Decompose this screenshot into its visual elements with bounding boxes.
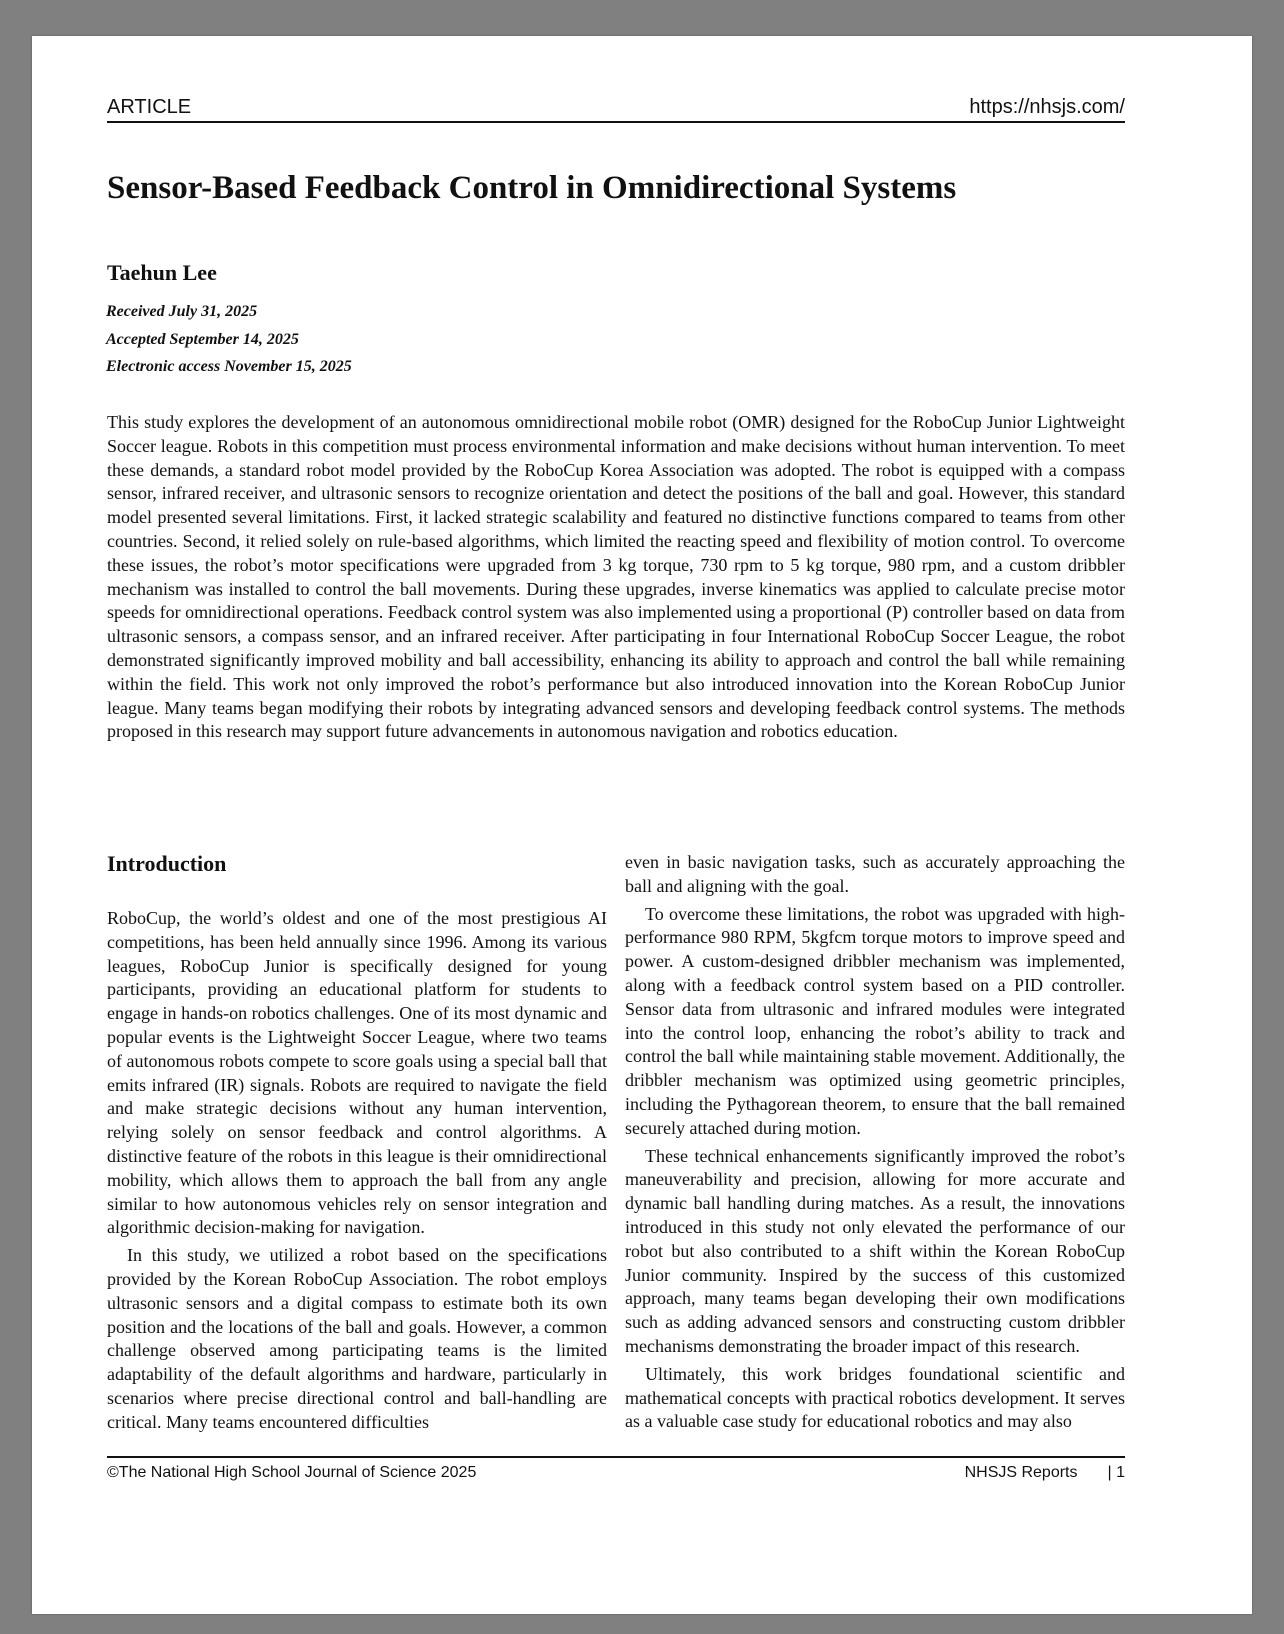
journal-name: NHSJS Reports xyxy=(964,1464,1078,1481)
abstract: This study explores the development of an autonomous omnidirectional mobile robot (OMR) designed for the RoboCup Junior Lightweight Soccer league. Robots in this competition must process environmental information and make decisions without human intervention. To meet these demands, a standard robot model provided by the RoboCup Korea Association was adopted. The robot is equipped with a compass sensor, infrared receiver, and ultrasonic sensors to recognize orientation and detect the positions of the ball and goal. However, this standard model presented several limitations. First, it lacked strategic scalability and featured no distinctive functions compared to teams from other countries. Second, it relied solely on rule-based algorithms, which limited the reacting speed and flexibility of motion control. To overcome these issues, the robot’s motor specifications were upgraded from 3 kg torque, 730 rpm to 5 kg torque, 980 rpm, and a custom dribbler mechanism was installed to control the ball movements. During these upgrades, inverse kinematics was applied to calculate precise motor speeds for omnidirectional operations. Feedback control system was also implemented using a proportional (P) controller based on data from ultrasonic sensors, a compass sensor, and an infrared receiver. After participating in four International RoboCup Soccer League, the robot demonstrated significantly improved mobility and ball accessibility, enhancing its ability to approach and control the ball while remaining within the field. This work not only improved the robot’s performance but also introduced innovation into the Korean RoboCup Junior league. Many teams began modifying their robots by integrating advanced sensors and developing feedback control systems. The methods proposed in this research may support future advancements in autonomous navigation and robotics education. xyxy=(107,412,1125,742)
right-column xyxy=(625,851,1125,1438)
paragraph: even in basic navigation tasks, such as accurately approaching the ball and aligning with the goal. xyxy=(625,852,1125,896)
running-footer xyxy=(107,1456,1125,1482)
article-title: Sensor-Based Feedback Control in Omnidirectional Systems xyxy=(107,170,957,206)
copyright-notice: ©The National High School Journal of Science 2025 xyxy=(107,1464,477,1481)
paragraph: These technical enhancements significantly improved the robot’s maneuverability and precision, allowing for more accurate and dynamic ball handling during matches. As a result, the innovations introduced in this study not only elevated the performance of our robot but also contributed to a shift within the Korean RoboCup Junior community. Inspired by the success of this customized approach, many teams began developing their own modifications such as adding advanced sensors and constructing custom dribbler mechanisms demonstrating the broader impact of this research. xyxy=(625,1145,1125,1356)
accepted-date: Accepted September 14, 2025 xyxy=(106,330,299,348)
section-label: ARTICLE xyxy=(107,96,192,118)
page-sheet xyxy=(32,36,1252,1614)
paragraph: Ultimately, this work bridges foundational scientific and mathematical concepts with practical robotics development. It serves as a valuable case study for educational robotics and may also xyxy=(625,1363,1125,1432)
author-name: Taehun Lee xyxy=(107,260,217,285)
electronic-access-date: Electronic access November 15, 2025 xyxy=(106,358,352,375)
paragraph: RoboCup, the world’s oldest and one of the most prestigious AI competitions, has been held annually since 1996. Among its various leagues, RoboCup Junior is specifically designed for young participants, providing an educational platform for students to engage in hands-on robotics challenges. One of its most dynamic and popular events is the Lightweight Soccer League, where two teams of autonomous robots compete to score goals using a special ball that emits infrared (IR) signals. Robots are required to navigate the field and make strategic decisions without any human intervention, relying solely on sensor feedback and control algorithms. A distinctive feature of the robots in this league is their omnidirectional mobility, which allows them to approach the ball from any angle similar to how autonomous vehicles rely on sensor integration and algorithmic decision-making for navigation. xyxy=(107,908,607,1238)
section-heading-introduction: Introduction xyxy=(107,851,227,876)
running-header xyxy=(107,96,1125,123)
page-number: | 1 xyxy=(1107,1464,1125,1481)
paragraph: To overcome these limitations, the robot was upgraded with high-performance 980 RPM, 5kgfcm torque motors to improve speed and power. A custom-designed dribbler mechanism was implemented, along with a feedback control system based on a PID controller. Sensor data from ultrasonic and infrared modules were integrated into the control loop, enhancing the robot’s ability to track and control the ball while maintaining stable movement. Additionally, the dribbler mechanism was optimized using geometric principles, including the Pythagorean theorem, to ensure that the ball remained securely attached during motion. xyxy=(625,903,1125,1138)
received-date: Received July 31, 2025 xyxy=(106,303,258,320)
publication-dates xyxy=(106,298,352,381)
paragraph: In this study, we utilized a robot based on the specifications provided by the Korean RoboCup Association. The robot employs ultrasonic sensors and a digital compass to estimate both its own position and the locations of the ball and goals. However, a common challenge observed among participating teams is the limited adaptability of the default algorithms and hardware, particularly in scenarios where precise directional control and ball-handling are critical. Many teams encountered difficulties xyxy=(107,1245,607,1432)
left-column xyxy=(107,851,607,1439)
footer-right xyxy=(965,1464,1125,1482)
journal-url[interactable]: https://nhsjs.com/ xyxy=(969,96,1125,118)
